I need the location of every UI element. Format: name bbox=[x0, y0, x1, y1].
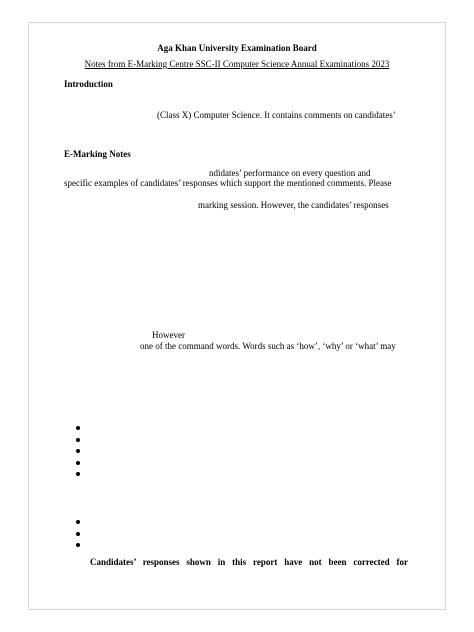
introduction-line: (Class X) Computer Science. It contains comments on candidates’ bbox=[157, 110, 396, 120]
bullet-marker bbox=[76, 426, 80, 430]
board-title: Aga Khan University Examination Board bbox=[157, 43, 317, 53]
command-words-line-1: However bbox=[152, 330, 185, 340]
bullet-marker bbox=[76, 472, 80, 476]
footer-note: Candidates’ responses shown in this report have not been corrected for bbox=[90, 557, 408, 567]
bullet-marker bbox=[76, 543, 80, 547]
bullet-marker bbox=[76, 461, 80, 465]
bullet-marker bbox=[76, 438, 80, 442]
bullet-marker bbox=[76, 449, 80, 453]
introduction-heading: Introduction bbox=[64, 79, 113, 89]
command-words-line-2: one of the command words. Words such as ‘how’, ‘why’ or ‘what’ may bbox=[140, 341, 396, 351]
emarking-heading: E-Marking Notes bbox=[64, 149, 131, 159]
emarking-line-2: specific examples of candidates’ responses which support the mentioned comments. Please bbox=[64, 178, 392, 188]
bullet-marker bbox=[76, 520, 80, 524]
report-subtitle: Notes from E-Marking Centre SSC-II Computer Science Annual Examinations 2023 bbox=[84, 59, 390, 69]
emarking-line-1: ndidates’ performance on every question and bbox=[209, 168, 371, 178]
emarking-line-3: marking session. However, the candidates’ responses bbox=[198, 200, 389, 210]
bullet-marker bbox=[76, 532, 80, 536]
